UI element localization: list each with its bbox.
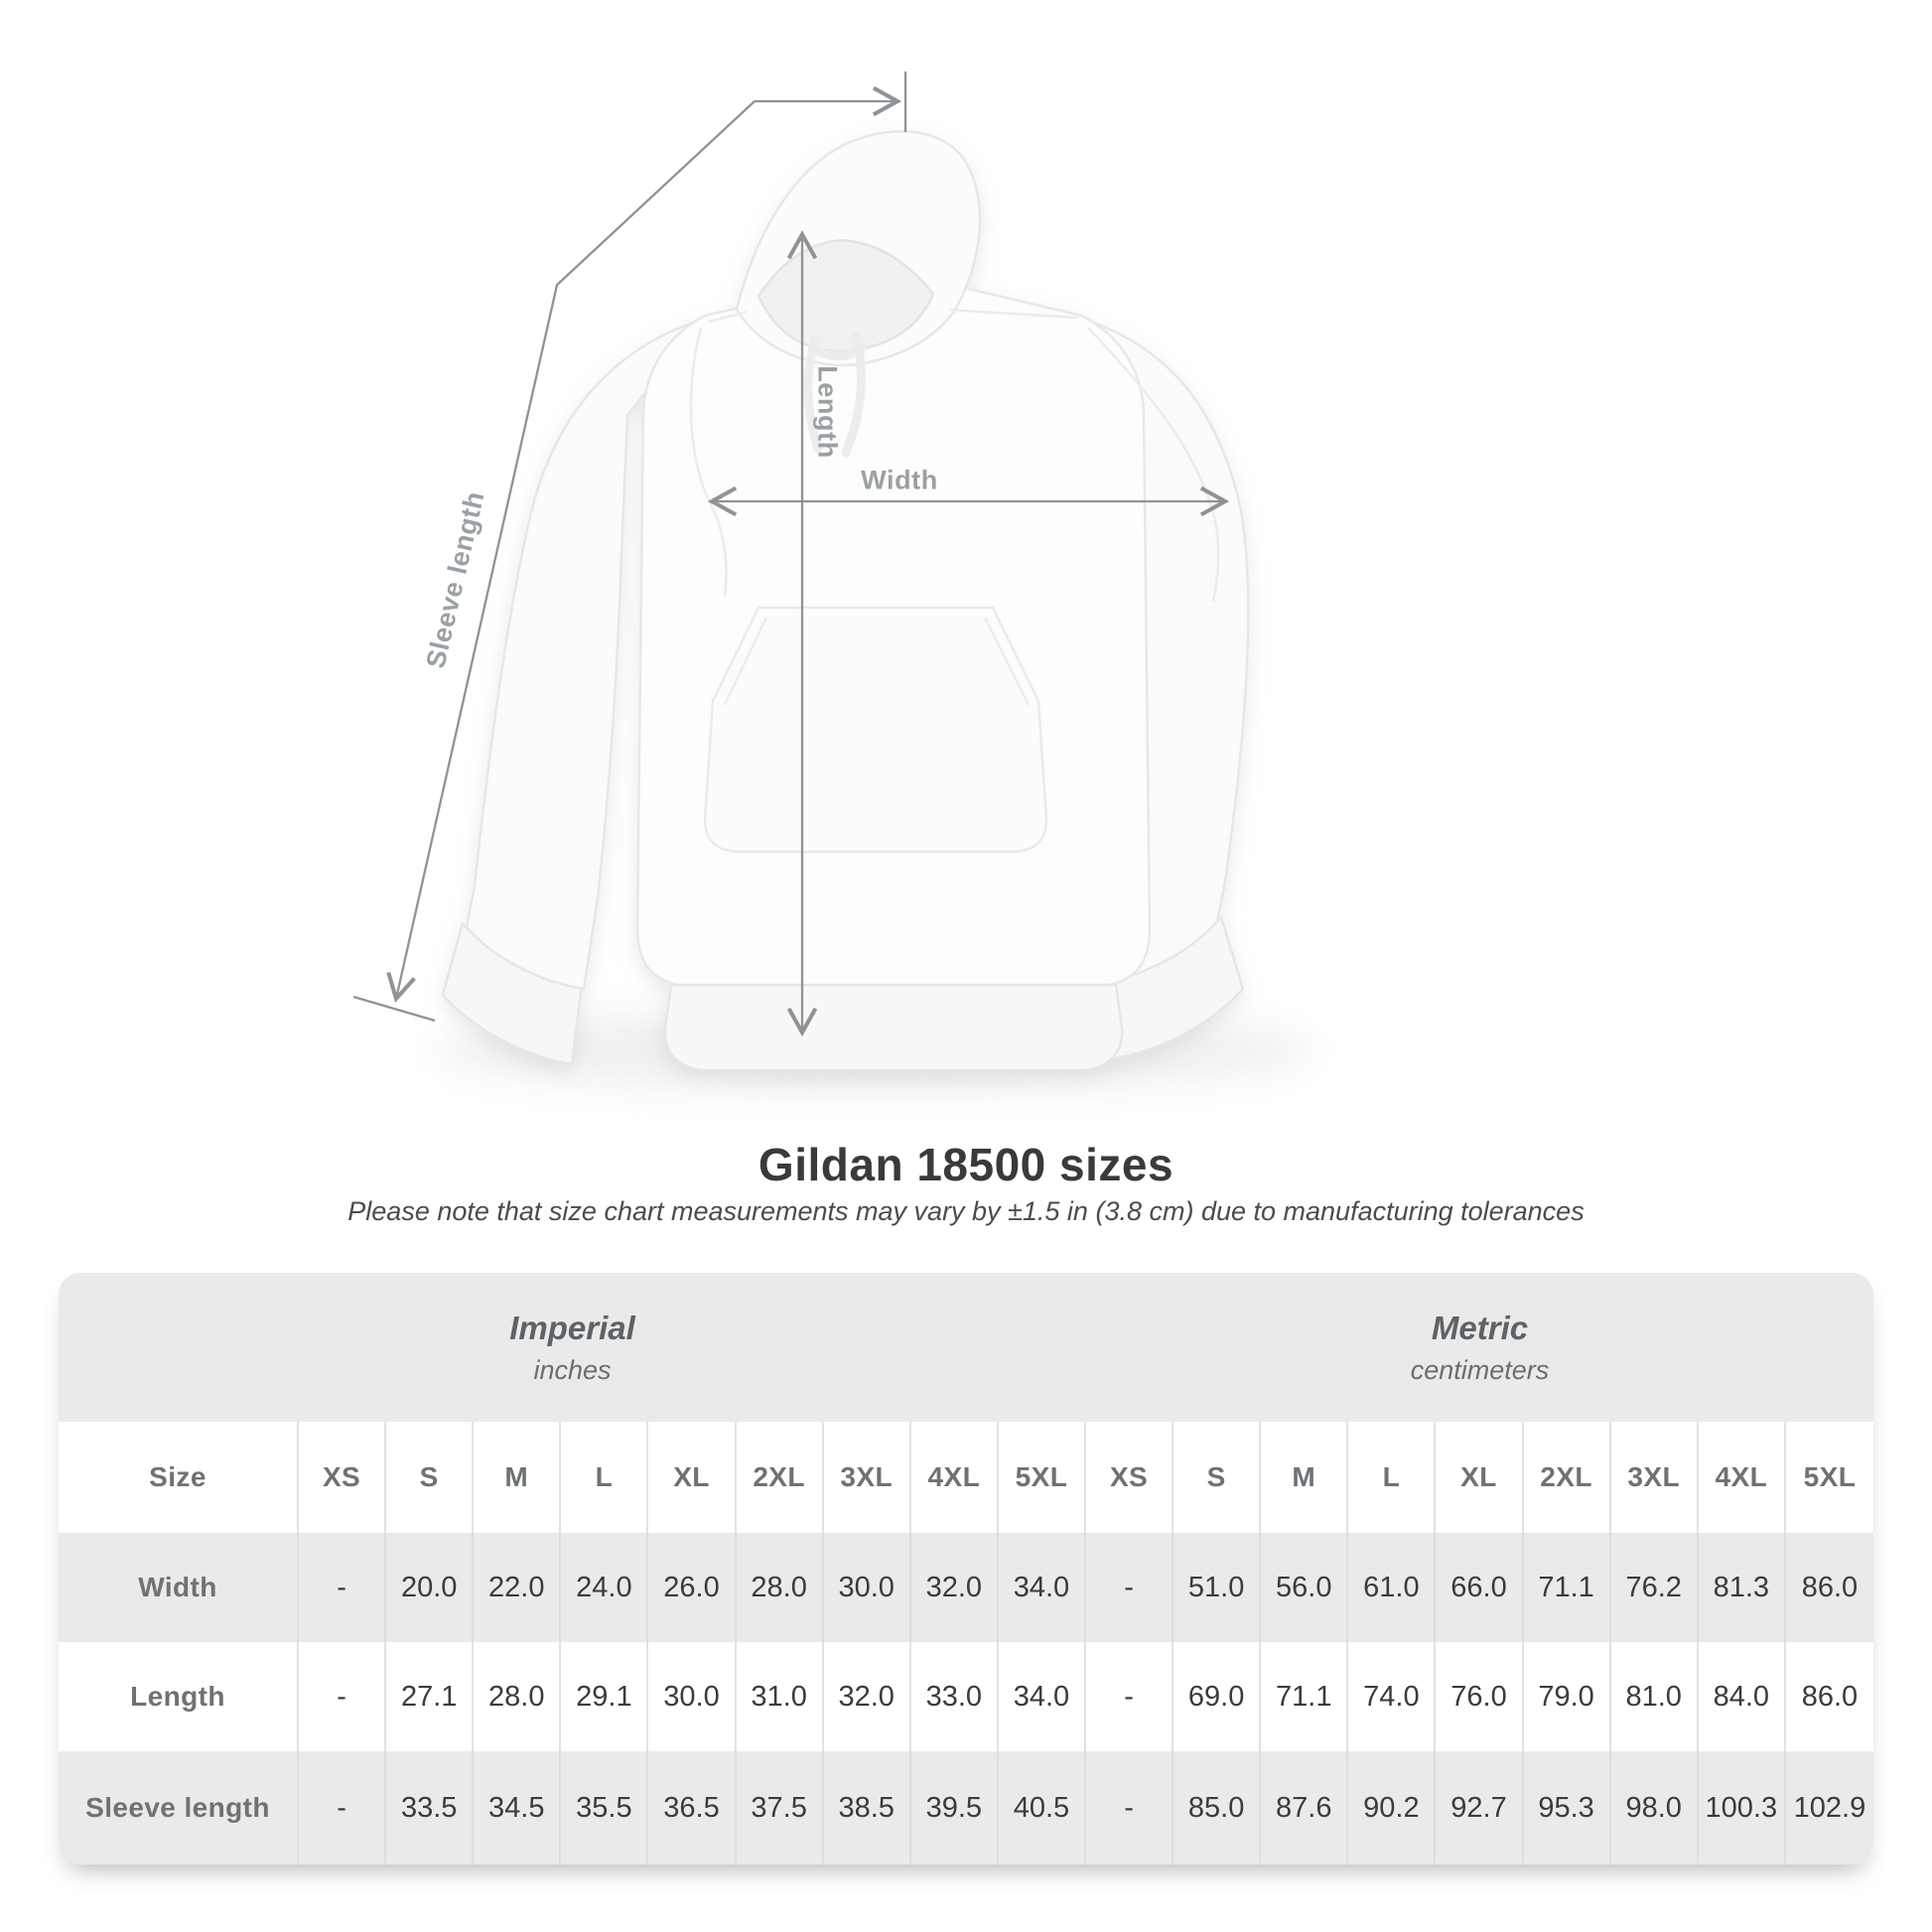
col-header: 2XL: [737, 1422, 824, 1533]
col-header: 2XL: [1524, 1422, 1611, 1533]
hoodie-garment: [443, 131, 1248, 1070]
value-cell: 66.0: [1436, 1533, 1523, 1642]
metric-label: Metric: [1431, 1309, 1529, 1346]
col-header: L: [561, 1422, 648, 1533]
value-cell: 36.5: [648, 1751, 736, 1864]
value-cell: 30.0: [824, 1533, 911, 1642]
value-cell: 87.6: [1261, 1751, 1348, 1864]
value-cell: -: [1086, 1642, 1173, 1751]
value-cell: -: [1086, 1533, 1173, 1642]
col-header: S: [386, 1422, 474, 1533]
col-header: XL: [648, 1422, 736, 1533]
page-title: Gildan 18500 sizes: [758, 1139, 1174, 1190]
metric-unit: centimeters: [1410, 1354, 1550, 1385]
value-cell: 32.0: [911, 1533, 999, 1642]
value-cell: 38.5: [824, 1751, 911, 1864]
value-cell: 30.0: [648, 1642, 736, 1751]
value-cell: 92.7: [1436, 1751, 1523, 1864]
value-cell: 26.0: [648, 1533, 736, 1642]
value-cell: 81.3: [1699, 1533, 1786, 1642]
value-cell: 98.0: [1611, 1751, 1699, 1864]
sleeve-measure-label: Sleeve length: [420, 487, 490, 671]
col-header: L: [1348, 1422, 1436, 1533]
value-cell: 28.0: [737, 1533, 824, 1642]
value-cell: 76.2: [1611, 1533, 1699, 1642]
length-measure-label: Length: [812, 365, 843, 459]
value-cell: 85.0: [1173, 1751, 1261, 1864]
value-cell: 56.0: [1261, 1533, 1348, 1642]
value-cell: 86.0: [1786, 1533, 1873, 1642]
value-cell: 34.5: [474, 1751, 561, 1864]
size-table: [59, 1422, 1873, 1864]
value-cell: -: [299, 1642, 386, 1751]
col-header: 4XL: [911, 1422, 999, 1533]
value-cell: 102.9: [1786, 1751, 1873, 1864]
value-cell: 71.1: [1524, 1533, 1611, 1642]
col-header: 3XL: [1611, 1422, 1699, 1533]
value-cell: 33.0: [911, 1642, 999, 1751]
col-header: 5XL: [1786, 1422, 1873, 1533]
value-cell: 20.0: [386, 1533, 474, 1642]
value-cell: 51.0: [1173, 1533, 1261, 1642]
imperial-label: Imperial: [509, 1309, 635, 1346]
table-row-length: [59, 1642, 1873, 1751]
value-cell: 84.0: [1699, 1642, 1786, 1751]
row-label: Length: [59, 1642, 299, 1751]
value-cell: 86.0: [1786, 1642, 1873, 1751]
value-cell: 39.5: [911, 1751, 999, 1864]
col-header: 4XL: [1699, 1422, 1786, 1533]
unit-group-metric: [1086, 1273, 1873, 1422]
value-cell: 79.0: [1524, 1642, 1611, 1751]
tolerance-note: Please note that size chart measurements may vary by ±1.5 in (3.8 cm) due to manufacturing tolerances: [347, 1196, 1585, 1226]
col-header: XL: [1436, 1422, 1523, 1533]
value-cell: 69.0: [1173, 1642, 1261, 1751]
value-cell: 31.0: [737, 1642, 824, 1751]
value-cell: 100.3: [1699, 1751, 1786, 1864]
col-header: S: [1173, 1422, 1261, 1533]
table-row-width: [59, 1533, 1873, 1642]
value-cell: 37.5: [737, 1751, 824, 1864]
row-label: Width: [59, 1533, 299, 1642]
value-cell: 35.5: [561, 1751, 648, 1864]
unit-group-imperial: [59, 1273, 1086, 1422]
size-header: Size: [59, 1422, 299, 1533]
table-row-sleeve-length: [59, 1751, 1873, 1864]
value-cell: 29.1: [561, 1642, 648, 1751]
unit-group-band: [59, 1273, 1873, 1422]
value-cell: -: [299, 1533, 386, 1642]
col-header: XS: [1086, 1422, 1173, 1533]
value-cell: 22.0: [474, 1533, 561, 1642]
value-cell: 76.0: [1436, 1642, 1523, 1751]
value-cell: 40.5: [999, 1751, 1086, 1864]
col-header: XS: [299, 1422, 386, 1533]
col-header: 5XL: [999, 1422, 1086, 1533]
width-measure-label: Width: [861, 465, 938, 495]
value-cell: 95.3: [1524, 1751, 1611, 1864]
col-header: 3XL: [824, 1422, 911, 1533]
value-cell: 28.0: [474, 1642, 561, 1751]
sleeve-end-tick: [353, 997, 435, 1021]
value-cell: 61.0: [1348, 1533, 1436, 1642]
value-cell: 74.0: [1348, 1642, 1436, 1751]
value-cell: 81.0: [1611, 1642, 1699, 1751]
col-header: M: [1261, 1422, 1348, 1533]
row-label: Sleeve length: [59, 1751, 299, 1864]
value-cell: 34.0: [999, 1642, 1086, 1751]
value-cell: 34.0: [999, 1533, 1086, 1642]
col-header: M: [474, 1422, 561, 1533]
value-cell: 24.0: [561, 1533, 648, 1642]
imperial-unit: inches: [533, 1354, 612, 1385]
value-cell: -: [299, 1751, 386, 1864]
size-header-row: [59, 1422, 1873, 1533]
value-cell: 33.5: [386, 1751, 474, 1864]
value-cell: -: [1086, 1751, 1173, 1864]
value-cell: 90.2: [1348, 1751, 1436, 1864]
size-chart: [59, 1273, 1873, 1864]
value-cell: 27.1: [386, 1642, 474, 1751]
value-cell: 32.0: [824, 1642, 911, 1751]
value-cell: 71.1: [1261, 1642, 1348, 1751]
